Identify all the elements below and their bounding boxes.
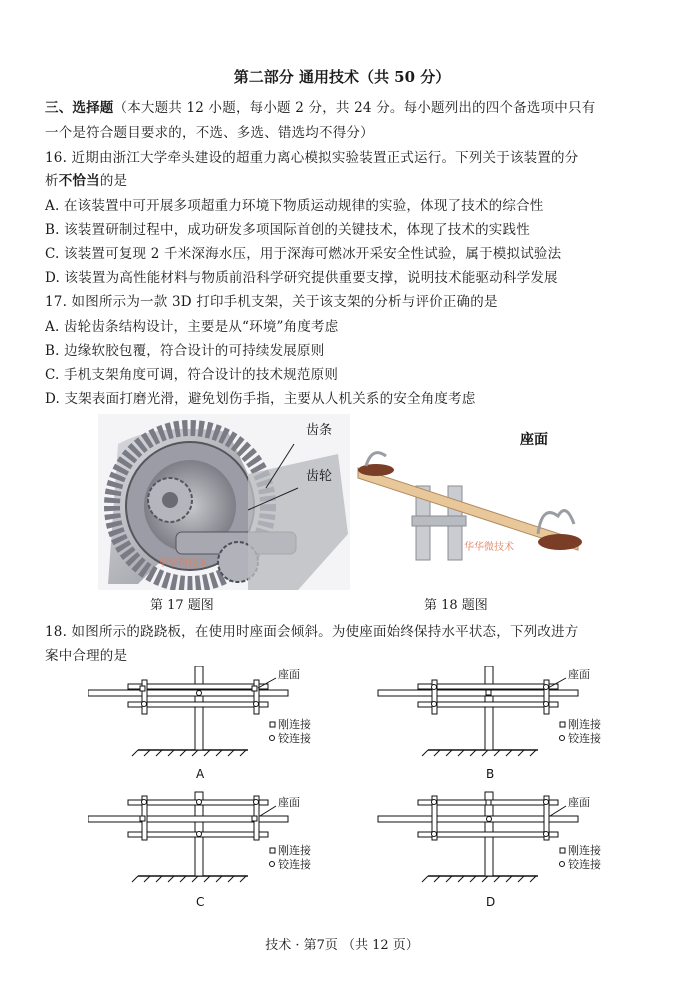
seat-label-b: 座面: [568, 668, 590, 681]
watermark-18: 华华微技术: [464, 542, 514, 553]
q17-stem: 17. 如图所示为一款 3D 打印手机支架，关于该支架的分析与评价正确的是: [45, 294, 498, 310]
option-label-a: A: [196, 767, 205, 781]
q18-stem-2: 案中合理的是: [45, 648, 128, 664]
rigid-legend-b: 刚连接: [568, 718, 601, 731]
seat-label-d: 座面: [568, 796, 590, 809]
hinge-legend-d: 铰连接: [568, 858, 601, 871]
rigid-legend-d: 刚连接: [568, 844, 601, 857]
gear-rack-illustration: [98, 414, 350, 590]
option-d-diagram: [378, 792, 601, 909]
q16-option-b: B. 该装置研制过程中，成功研发多项国际首创的关键技术，体现了技术的实践性: [45, 222, 530, 238]
intro-head: 三、选择题: [45, 100, 114, 116]
hinge-legend-a: 铰连接: [278, 732, 311, 745]
rigid-legend-a: 刚连接: [278, 718, 311, 731]
q16-stem-emph: 不恰当: [58, 173, 100, 189]
option-label-d: D: [486, 895, 496, 909]
option-b-diagram: [378, 666, 601, 781]
q17-option-c: C. 手机支架角度可调，符合设计的技术规范原则: [45, 367, 339, 383]
q16-option-a: A. 在该装置中可开展多项超重力环境下物质运动规律的实验，体现了技术的综合性: [45, 198, 544, 214]
label-rack: 齿条: [306, 423, 333, 438]
intro-text-1: （本大题共 12 小题，每小题 2 分，共 24 分。每小题列出的四个备选项中只有: [113, 100, 596, 116]
q17-option-a: A. 齿轮齿条结构设计，主要是从“环境”角度考虑: [45, 319, 339, 335]
intro-line-2: 一个是符合题目要求的，不选、多选、错选均不得分）: [45, 125, 374, 141]
q17-option-d: D. 支架表面打磨光滑，避免划伤手指，主要从人机关系的安全角度考虑: [45, 391, 476, 407]
q16-option-d: D. 该装置为高性能材料与物质前沿科学研究提供重要支撑，说明技术能驱动科学发展: [45, 270, 558, 286]
q16-stem-2: [45, 169, 127, 189]
fig18-seesaw-image: [352, 420, 602, 586]
q16-option-c: C. 该装置可复现 2 千米深海水压，用于深海可燃冰开采安全性试验，属于模拟试验法: [45, 246, 562, 262]
hinge-legend-c: 铰连接: [278, 858, 311, 871]
option-a-diagram: [88, 666, 311, 781]
q16-stem-1: 16. 近期由浙江大学牵头建设的超重力离心模拟实验装置正式运行。下列关于该装置的分: [45, 150, 579, 166]
seat-label-c: 座面: [278, 796, 300, 809]
label-gear: 齿轮: [306, 469, 333, 484]
hinge-legend-b: 铰连接: [568, 732, 601, 745]
seesaw-illustration: [352, 420, 602, 586]
q18-stem-1: 18. 如图所示的跷跷板，在使用时座面会倾斜。为使座面始终保持水平状态，下列改进方: [45, 624, 579, 640]
fig18-caption: 第 18 题图: [424, 598, 488, 613]
section-title: 第二部分 通用技术（共 50 分）: [233, 68, 451, 86]
q16-stem-post: 的是: [99, 173, 128, 189]
seat-label-a: 座面: [278, 668, 300, 681]
q18-options-diagrams: [88, 666, 608, 912]
label-seat: 座面: [520, 432, 548, 448]
page-footer: 技术 · 第7页 （共 12 页）: [265, 938, 419, 953]
q17-option-b: B. 边缘软胶包覆，符合设计的可持续发展原则: [45, 343, 325, 359]
intro-line-1: [45, 96, 595, 116]
q16-stem-pre: 析: [45, 173, 59, 189]
watermark-17: 华华微技术: [158, 558, 208, 569]
option-label-c: C: [196, 895, 205, 909]
rigid-legend-c: 刚连接: [278, 844, 311, 857]
fig17-caption: 第 17 题图: [150, 598, 214, 613]
option-label-b: B: [486, 767, 495, 781]
option-c-diagram: [88, 792, 311, 909]
fig17-gear-image: [98, 414, 350, 590]
